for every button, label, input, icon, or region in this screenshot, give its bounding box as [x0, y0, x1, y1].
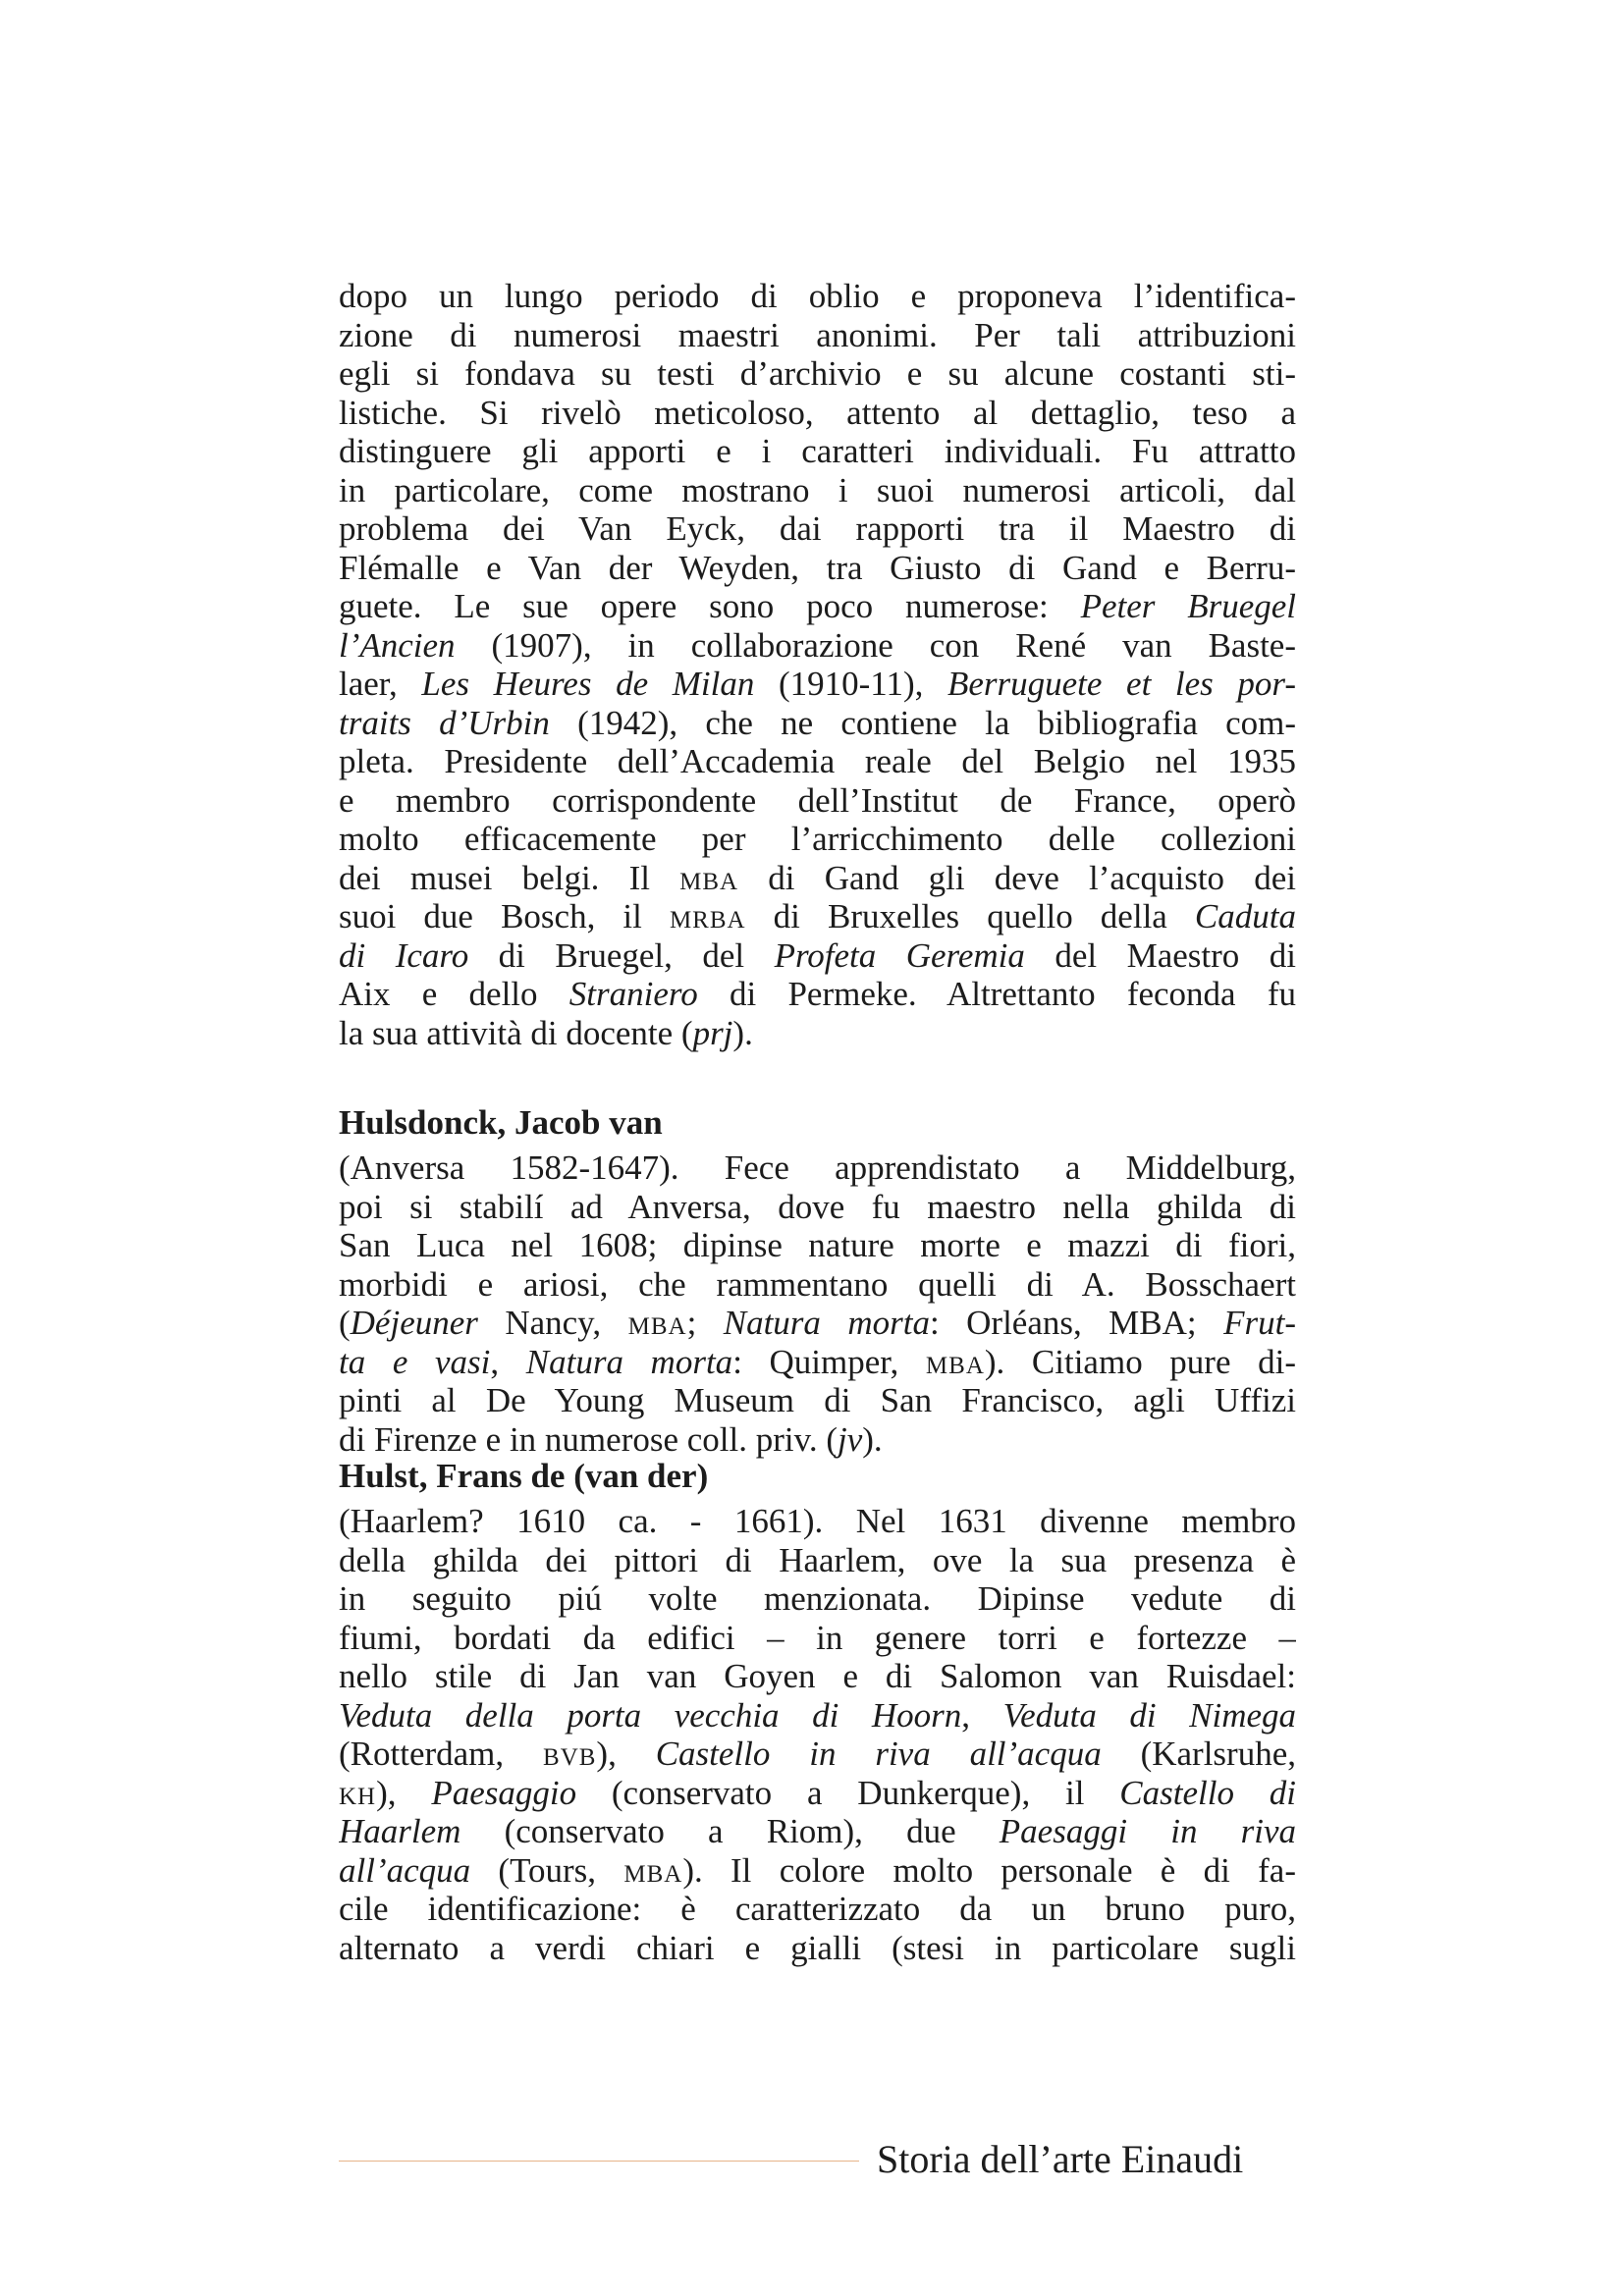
italic-title: Castello in riva all’acqua [655, 1735, 1102, 1773]
italic-title: Veduta di Nimega [1002, 1695, 1296, 1735]
line-content: Veduta della porta vecchia di Hoorn, Veduta di Nimega [339, 1695, 1296, 1735]
museum-abbreviation: mrba [669, 897, 746, 935]
text-line [339, 1851, 1296, 1891]
line-content: di Icaro di Bruegel, del Profeta Geremia del Maestro di [339, 935, 1296, 975]
line-content: la sua attività di docente (prj). [339, 1013, 753, 1052]
line-content: guete. Le sue opere sono poco numerose: Peter Bruegel [339, 587, 1296, 625]
text-line [339, 1735, 1296, 1774]
italic-title: Veduta della porta vecchia di Hoorn [339, 1695, 962, 1735]
italic-title: Paesaggio [431, 1773, 577, 1812]
text-line [339, 626, 1296, 666]
line-content: Haarlem (conservato a Riom), due Paesaggi in riva [339, 1812, 1296, 1850]
text-line: in seguito piú volte menzionata. Dipinse vedute di [339, 1579, 1296, 1618]
entry-hulst [339, 1457, 1296, 1967]
text-line [339, 1304, 1296, 1343]
text-line [339, 897, 1296, 936]
text-line: molto efficacemente per l’arricchimento delle collezioni [339, 820, 1296, 858]
text-line [339, 665, 1296, 704]
italic-title: Castello di [1119, 1773, 1296, 1812]
text-line [339, 936, 1296, 976]
italic-title: Paesaggi in riva [999, 1812, 1296, 1850]
text-line: (Haarlem? 1610 ca. - 1661). Nel 1631 divenne membro [339, 1502, 1296, 1540]
italic-title: all’acqua [339, 1850, 471, 1890]
footer-title: Storia dell’arte Einaudi [877, 2137, 1244, 2181]
museum-abbreviation: kh [339, 1773, 377, 1812]
text-line [339, 704, 1296, 743]
line-content: (Déjeuner Nancy, mba; Natura morta: Orléans, MBA; Frut- [339, 1304, 1296, 1342]
italic-title: Berruguete et les por- [947, 665, 1296, 703]
line-content: ta e vasi, Natura morta: Quimper, mba). Citiamo pure di- [339, 1342, 1296, 1381]
line-content: laer, Les Heures de Milan (1910-11), Berruguete et les por- [339, 665, 1296, 703]
italic-title: Déjeuner [350, 1304, 478, 1342]
line-content: l’Ancien (1907), in collaborazione con René van Baste- [339, 625, 1296, 665]
line-content: all’acqua (Tours, mba). Il colore molto personale è di fa- [339, 1850, 1296, 1890]
text-line: listiche. Si rivelò meticoloso, attento al dettaglio, teso a [339, 393, 1296, 432]
museum-abbreviation: mba [627, 1304, 687, 1342]
italic-title: traits d’Urbin [339, 703, 550, 742]
line-content: (Rotterdam, bvb), Castello in riva all’acqua (Karlsruhe, [339, 1735, 1296, 1773]
italic-title: Les Heures de Milan [421, 665, 755, 703]
text-line: problema dei Van Eyck, dai rapporti tra il Maestro di [339, 509, 1296, 548]
entry-heading: Hulsdonck, Jacob van [339, 1103, 663, 1142]
italic-title: Peter Bruegel [1080, 587, 1296, 625]
line-content: di Firenze e in numerose coll. priv. (jv). [339, 1419, 883, 1459]
line-content: suoi due Bosch, il mrba di Bruxelles quello della Caduta [339, 897, 1296, 935]
museum-abbreviation: mba [925, 1342, 985, 1381]
entry-heading: Hulst, Frans de (van der) [339, 1457, 709, 1495]
text-line: dopo un lungo periodo di oblio e proponeva l’identifica- [339, 277, 1296, 315]
text-line: poi si stabilí ad Anversa, dove fu maestro nella ghilda di [339, 1187, 1296, 1226]
italic-title: jv [838, 1419, 863, 1459]
text-line: morbidi e ariosi, che rammentano quelli di A. Bosschaert [339, 1264, 1296, 1304]
line-content: traits d’Urbin (1942), che ne contiene la bibliografia com- [339, 703, 1296, 742]
italic-title: Natura morta [525, 1342, 733, 1381]
text-line: Flémalle e Van der Weyden, tra Giusto di Gand e Berru- [339, 548, 1296, 587]
museum-abbreviation: bvb [543, 1735, 597, 1773]
text-line [339, 975, 1296, 1014]
text-line [339, 1420, 1296, 1460]
italic-title: ta e vasi [339, 1342, 491, 1381]
line-content: dei musei belgi. Il mba di Gand gli deve l’acquisto dei [339, 858, 1296, 897]
text-line [339, 1014, 1296, 1053]
text-line [339, 1343, 1296, 1382]
text-line: nello stile di Jan van Goyen e di Salomon van Ruisdael: [339, 1657, 1296, 1695]
museum-abbreviation: mba [679, 858, 739, 897]
italic-title: Straniero [568, 975, 698, 1013]
text-line [339, 1696, 1296, 1735]
text-line [339, 1812, 1296, 1851]
line-content: kh), Paesaggio (conservato a Dunkerque), il Castello di [339, 1773, 1296, 1812]
line-content: Aix e dello Straniero di Permeke. Altrettanto feconda fu [339, 975, 1296, 1013]
text-line: e membro corrispondente dell’Institut de France, operò [339, 780, 1296, 820]
text-line: pleta. Presidente dell’Accademia reale del Belgio nel 1935 [339, 742, 1296, 780]
text-line [339, 587, 1296, 626]
italic-title: Natura morta [723, 1304, 930, 1342]
text-line: egli si fondava su testi d’archivio e su alcune costanti sti- [339, 354, 1296, 393]
text-line: cile identificazione: è caratterizzato da un bruno puro, [339, 1890, 1296, 1928]
italic-title: Haarlem [339, 1812, 461, 1850]
text-line: distinguere gli apporti e i caratteri individuali. Fu attratto [339, 432, 1296, 470]
text-line: della ghilda dei pittori di Haarlem, ove la sua presenza è [339, 1540, 1296, 1579]
italic-title: Profeta Geremia [774, 935, 1025, 975]
text-line [339, 859, 1296, 898]
text-line [339, 1774, 1296, 1813]
text-line: in particolare, come mostrano i suoi numerosi articoli, dal [339, 470, 1296, 509]
italic-title: l’Ancien [339, 625, 456, 665]
footer-rule [339, 2161, 859, 2162]
italic-title: Frut- [1223, 1304, 1296, 1342]
entry-hulsdonck [339, 1103, 1296, 1459]
text-line: alternato a verdi chiari e gialli (stesi in particolare sugli [339, 1928, 1296, 1967]
text-line: fiumi, bordati da edifici – in genere torri e fortezze – [339, 1618, 1296, 1657]
italic-title: prj [692, 1013, 733, 1052]
italic-title: di Icaro [339, 935, 469, 975]
text-line: zione di numerosi maestri anonimi. Per tali attribuzioni [339, 315, 1296, 354]
intro-paragraph [339, 277, 1296, 1052]
text-line: pinti al De Young Museum di San Francisco, agli Uffizi [339, 1381, 1296, 1419]
text-line: (Anversa 1582-1647). Fece apprendistato a Middelburg, [339, 1148, 1296, 1187]
italic-title: Caduta [1194, 897, 1296, 935]
museum-abbreviation: mba [623, 1850, 683, 1890]
text-line: San Luca nel 1608; dipinse nature morte e mazzi di fiori, [339, 1226, 1296, 1264]
